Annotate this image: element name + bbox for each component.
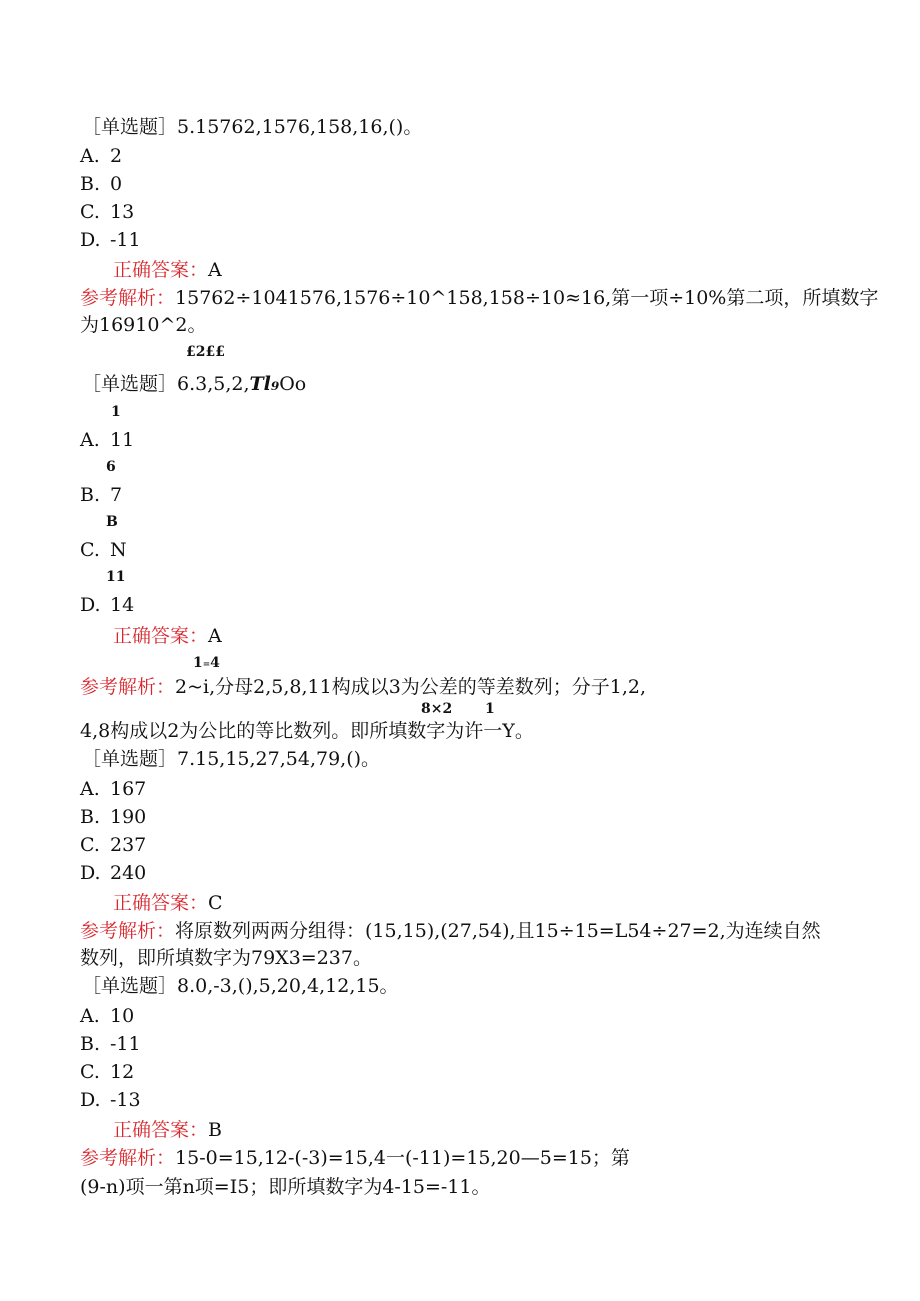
option-letter: C. [80, 539, 100, 561]
answer-value: B [208, 1119, 222, 1141]
question-suffix: Oo [279, 373, 307, 395]
option-text: 12 [110, 1061, 135, 1083]
q7-analysis-line2: 数列，即所填数字为79X3=237。 [80, 947, 372, 969]
q6-analysis-line2: 4,8构成以2为公比的等比数列。即所填数字为许一Y。 [80, 720, 534, 742]
q5-option-d[interactable] [80, 228, 141, 252]
q6-analysis-sup3: 1 [485, 701, 495, 717]
q6-superscript: £2££ [186, 344, 225, 360]
q5-question: ［单选题］5.15762,1576,158,16,()。 [82, 116, 423, 138]
analysis-text: 将原数列两两分组得：(15,15),(27,54),且15÷15=L54÷27=2,为连续自然 [175, 920, 821, 942]
option-text: -11 [110, 229, 141, 251]
q8-answer [113, 1118, 222, 1142]
answer-value: C [208, 892, 223, 914]
option-text: 0 [110, 173, 123, 195]
option-letter: A. [80, 1005, 100, 1027]
q6-analysis-line1 [80, 675, 646, 699]
option-letter: B. [80, 484, 101, 506]
q8-analysis-line2: (9-n)项一第n项=I5；即所填数字为4-15=-11。 [80, 1176, 491, 1198]
q6-option-a[interactable] [80, 428, 134, 452]
q8-option-d[interactable] [80, 1088, 141, 1112]
q6-option-b[interactable] [80, 483, 122, 507]
analysis-label: 参考解析： [80, 1147, 176, 1169]
analysis-text: 15762÷1041576,1576÷10^158,158÷10≈16,第一项÷10%第二项，所填数字 [175, 287, 879, 309]
q8-question: ［单选题］8.0,-3,(),5,20,4,12,15。 [82, 975, 399, 997]
q6-option-a-sup: 1 [111, 404, 121, 420]
q8-option-c[interactable] [80, 1060, 134, 1084]
question-bold: Tl₉ [249, 373, 280, 395]
option-letter: D. [80, 862, 101, 884]
q8-option-a[interactable] [80, 1004, 134, 1028]
q5-analysis-line2: 为16910^2。 [80, 314, 207, 336]
option-text: -13 [110, 1089, 141, 1111]
q5-analysis-line1 [80, 286, 878, 310]
option-text: 190 [110, 806, 147, 828]
analysis-text: 15-0=15,12-(-3)=15,4一(-11)=15,20—5=15；第 [175, 1147, 630, 1169]
option-letter: A. [80, 429, 100, 451]
q7-option-b[interactable] [80, 805, 146, 829]
q7-option-a[interactable] [80, 777, 146, 801]
analysis-label: 参考解析： [80, 287, 176, 309]
option-letter: D. [80, 229, 101, 251]
answer-label: 正确答案： [113, 259, 209, 281]
q8-analysis-line1 [80, 1146, 630, 1170]
q7-analysis-line1 [80, 919, 821, 943]
option-letter: C. [80, 201, 100, 223]
q5-option-b[interactable] [80, 172, 122, 196]
option-letter: B. [80, 173, 101, 195]
analysis-label: 参考解析： [80, 920, 176, 942]
option-text: 10 [110, 1005, 135, 1027]
option-text: N [110, 539, 127, 561]
q7-option-c[interactable] [80, 833, 146, 857]
analysis-text: 2~i,分母2,5,8,11构成以3为公差的等差数列；分子1,2, [175, 676, 647, 698]
q7-answer [113, 891, 223, 915]
answer-label: 正确答案： [113, 892, 209, 914]
q6-option-b-sup: 6 [106, 459, 116, 475]
q5-option-a[interactable] [80, 144, 122, 168]
q6-question [82, 372, 306, 396]
q6-option-d[interactable] [80, 593, 134, 617]
option-text: 7 [110, 484, 123, 506]
option-text: 11 [110, 429, 135, 451]
answer-value: A [208, 259, 222, 281]
option-letter: B. [80, 1033, 101, 1055]
option-text: 240 [110, 862, 147, 884]
option-letter: A. [80, 778, 100, 800]
q8-option-b[interactable] [80, 1032, 141, 1056]
option-letter: A. [80, 145, 100, 167]
q5-option-c[interactable] [80, 200, 134, 224]
option-text: -11 [110, 1033, 141, 1055]
q7-question: ［单选题］7.15,15,27,54,79,()。 [82, 748, 381, 770]
q6-analysis-sup1: 1₌4 [193, 655, 220, 671]
question-prefix: ［单选题］6.3,5,2, [82, 373, 250, 395]
option-letter: C. [80, 1061, 100, 1083]
answer-label: 正确答案： [113, 1119, 209, 1141]
option-text: 167 [110, 778, 147, 800]
option-letter: C. [80, 834, 100, 856]
option-letter: D. [80, 594, 101, 616]
option-letter: B. [80, 806, 101, 828]
q6-option-c-sup: B [106, 514, 118, 530]
answer-value: A [208, 625, 222, 647]
option-text: 237 [110, 834, 147, 856]
analysis-label: 参考解析： [80, 676, 176, 698]
q6-analysis-sup2: 8×2 [421, 701, 453, 717]
option-text: 2 [110, 145, 123, 167]
answer-label: 正确答案： [113, 625, 209, 647]
q6-option-c[interactable] [80, 538, 127, 562]
option-text: 14 [110, 594, 135, 616]
q6-answer [113, 624, 222, 648]
q5-answer [113, 258, 222, 282]
q7-option-d[interactable] [80, 861, 146, 885]
option-text: 13 [110, 201, 135, 223]
q6-option-d-sup: 11 [106, 569, 126, 585]
option-letter: D. [80, 1089, 101, 1111]
